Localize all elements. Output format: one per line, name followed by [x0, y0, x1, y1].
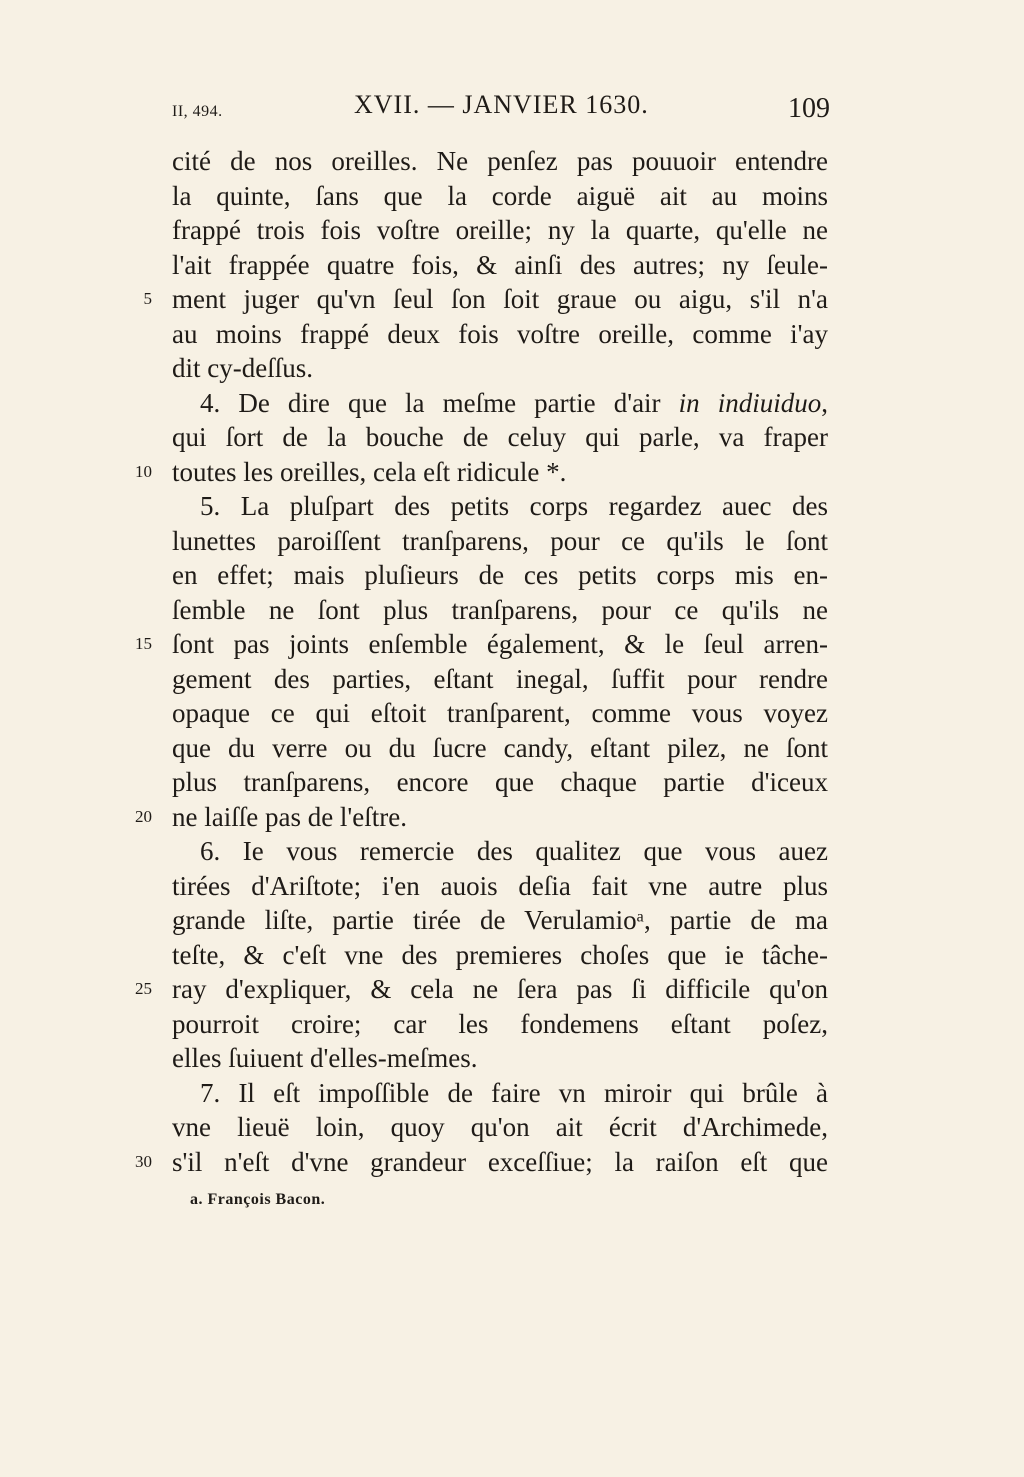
text-line: elles ſuiuent d'elles-meſmes.: [172, 1043, 478, 1073]
text-line: ſont pas joints enſemble également, & le ſeul arren-: [172, 629, 828, 659]
page-number: 109: [788, 93, 830, 124]
text-line: gement des parties, eſtant inegal, ſuffit pour rendre: [172, 663, 828, 694]
running-header-title: XVII. — JANVIER 1630.: [354, 90, 649, 119]
text-line: 5. La pluſpart des petits corps regardez auec des: [200, 491, 828, 521]
text-line: ment juger qu'vn ſeul ſon ſoit graue ou aigu, s'il n'a: [172, 284, 828, 314]
line-number: 15: [135, 634, 152, 653]
text-line: pourroit croire; car les fondemens eſtant poſez,: [172, 1008, 828, 1039]
text-line: plus tranſparens, encore que chaque partie d'iceux: [172, 767, 828, 797]
text-line: grande liſte, partie tirée de Verulamioᵃ, partie de ma: [172, 905, 828, 935]
text-line: la quinte, ſans que la corde aiguë ait au moins: [172, 180, 828, 211]
line-number: 25: [135, 979, 152, 998]
text-line: toutes les oreilles, cela eſt ridicule *.: [172, 456, 567, 487]
line-number: 5: [143, 289, 152, 308]
text-line: s'il n'eſt d'vne grandeur exceſſiue; la raiſon eſt que: [172, 1146, 828, 1177]
running-header-reference: II, 494.: [172, 103, 223, 120]
text-line: vne lieuë loin, quoy qu'on ait écrit d'Archimede,: [172, 1112, 828, 1142]
text-line: ſemble ne ſont plus tranſparens, pour ce qu'ils ne: [172, 594, 828, 625]
text-line: frappé trois fois voſtre oreille; ny la quarte, qu'elle ne: [172, 215, 828, 245]
text-line: opaque ce qui eſtoit tranſparent, comme vous voyez: [172, 698, 828, 728]
text-line: teſte, & c'eſt vne des premieres choſes que ie tâche-: [172, 939, 828, 970]
line-number: 30: [135, 1151, 152, 1171]
text-line: ray d'expliquer, & cela ne ſera pas ſi difficile qu'on: [172, 974, 828, 1004]
text-line: en effet; mais pluſieurs de ces petits corps mis en-: [172, 560, 828, 590]
text-line: ne laiſſe pas de l'eſtre.: [172, 801, 408, 832]
line-number: 20: [135, 806, 152, 826]
text-line: que du verre ou du ſucre candy, eſtant pilez, ne ſont: [172, 732, 828, 763]
text-line: tirées d'Ariſtote; i'en auois deſia fait vne autre plus: [172, 870, 828, 901]
text-line: lunettes paroiſſent tranſparens, pour ce qu'ils le ſont: [172, 525, 828, 556]
text-line: 4. De dire que la meſme partie d'air in indiuiduo,: [200, 387, 828, 418]
text-line: 6. Ie vous remercie des qualitez que vous auez: [200, 836, 828, 866]
text-line: qui ſort de la bouche de celuy qui parle, va fraper: [172, 422, 828, 452]
text-line: au moins frappé deux fois voſtre oreille, comme i'ay: [172, 318, 828, 349]
text-line: cité de nos oreilles. Ne penſez pas pouuoir entendre: [172, 146, 828, 176]
text-line: dit cy-deſſus.: [172, 353, 313, 383]
latin-phrase: in indiuiduo: [678, 387, 822, 418]
text-line: l'ait frappée quatre fois, & ainſi des autres; ny ſeule-: [172, 249, 828, 280]
text-line: 7. Il eſt impoſſible de faire vn miroir qui brûle à: [200, 1077, 828, 1108]
line-number: 10: [135, 461, 152, 481]
footnote: a. François Bacon.: [190, 1191, 326, 1208]
